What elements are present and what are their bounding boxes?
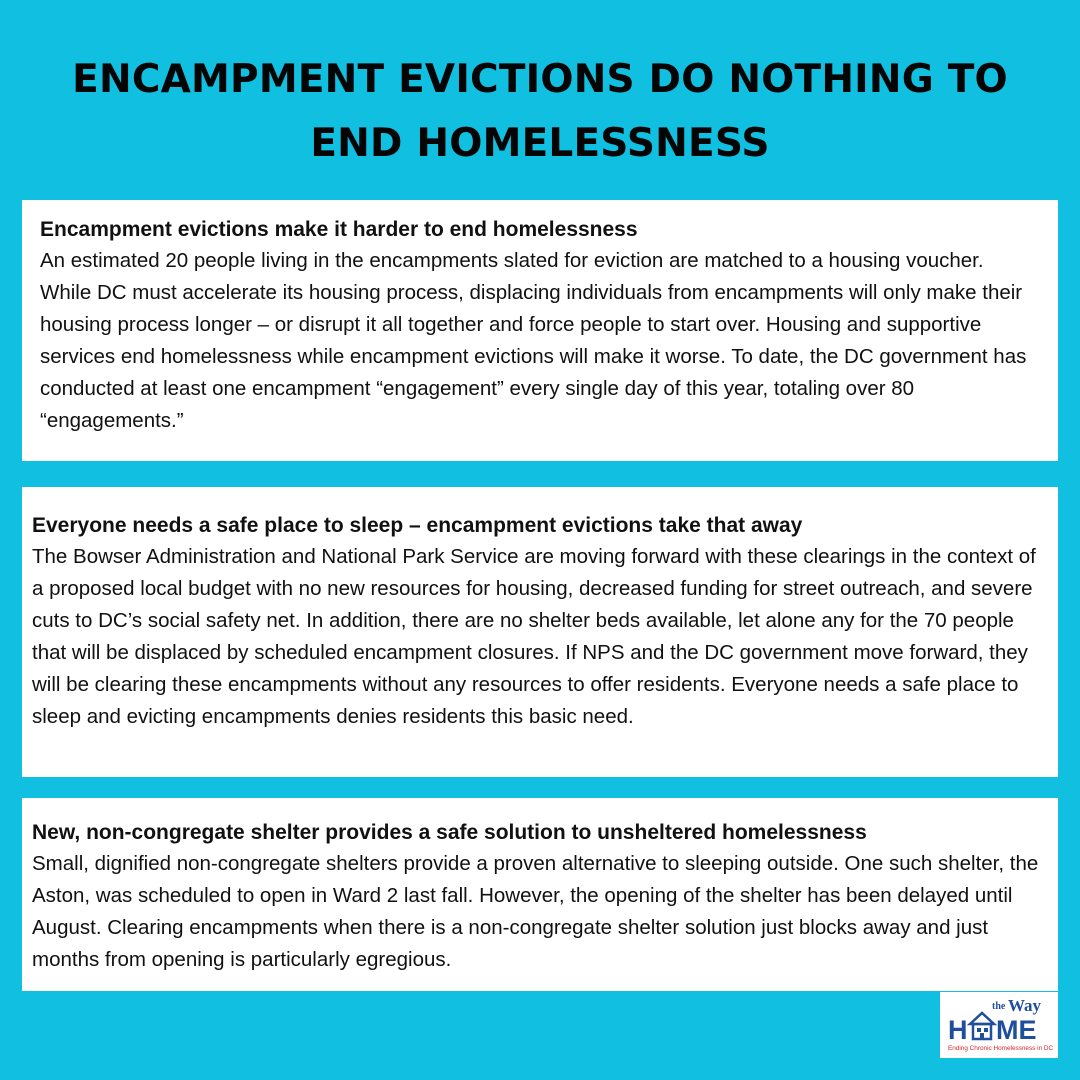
house-icon: [970, 1013, 994, 1039]
section-title: Everyone needs a safe place to sleep – encampment evictions take that away: [32, 514, 803, 537]
logo-tagline: Ending Chronic Homelessness in DC: [948, 1045, 1054, 1052]
section-card-shelter: [22, 798, 1058, 991]
section-card-housing: [22, 200, 1058, 461]
logo-home-h-text: H: [948, 1015, 968, 1045]
logo-the-text: the: [992, 1001, 1006, 1012]
the-way-home-logo-graphic: [944, 996, 1054, 1056]
logo-way-text: Way: [1008, 996, 1042, 1015]
the-way-home-logo: [940, 992, 1058, 1058]
logo-home-me-text: ME: [996, 1015, 1037, 1045]
section-card-safe-place: [22, 487, 1058, 777]
page-title: ENCAMPMENT EVICTIONS DO NOTHING TO END HOMELESSNESS: [72, 57, 1008, 166]
section-body: Small, dignified non-congregate shelters provide a proven alternative to sleeping outside. One such shelter, the Aston, was scheduled to open in Ward 2 last fall. However, the opening of the shelter has been delayed until August. Clearing encampments when there is a non-congregate shelter solution just blocks away and just months from opening is particularly egregious.: [32, 852, 1039, 971]
section-body: An estimated 20 people living in the encampments slated for eviction are matched to a housing voucher. While DC must accelerate its housing process, displacing individuals from encampments will only make their housing process longer – or disrupt it all together and force people to start over. Housing and supportive services end homelessness while encampment evictions will make it worse. To date, the DC government has conducted at least one encampment “engagement” every single day of this year, totaling over 80 “engagements.”: [40, 249, 1027, 432]
section-title: New, non-congregate shelter provides a safe solution to unsheltered homelessness: [32, 821, 867, 844]
section-title: Encampment evictions make it harder to end homelessness: [40, 218, 638, 241]
section-body: The Bowser Administration and National Park Service are moving forward with these clearings in the context of a proposed local budget with no new resources for housing, decreased funding for street outreach, and severe cuts to DC’s social safety net. In addition, there are no shelter beds available, let alone any for the 70 people that will be displaced by scheduled encampment closures. If NPS and the DC government move forward, they will be clearing these encampments without any resources to offer residents. Everyone needs a safe place to sleep and evicting encampments denies residents this basic need.: [32, 545, 1036, 728]
